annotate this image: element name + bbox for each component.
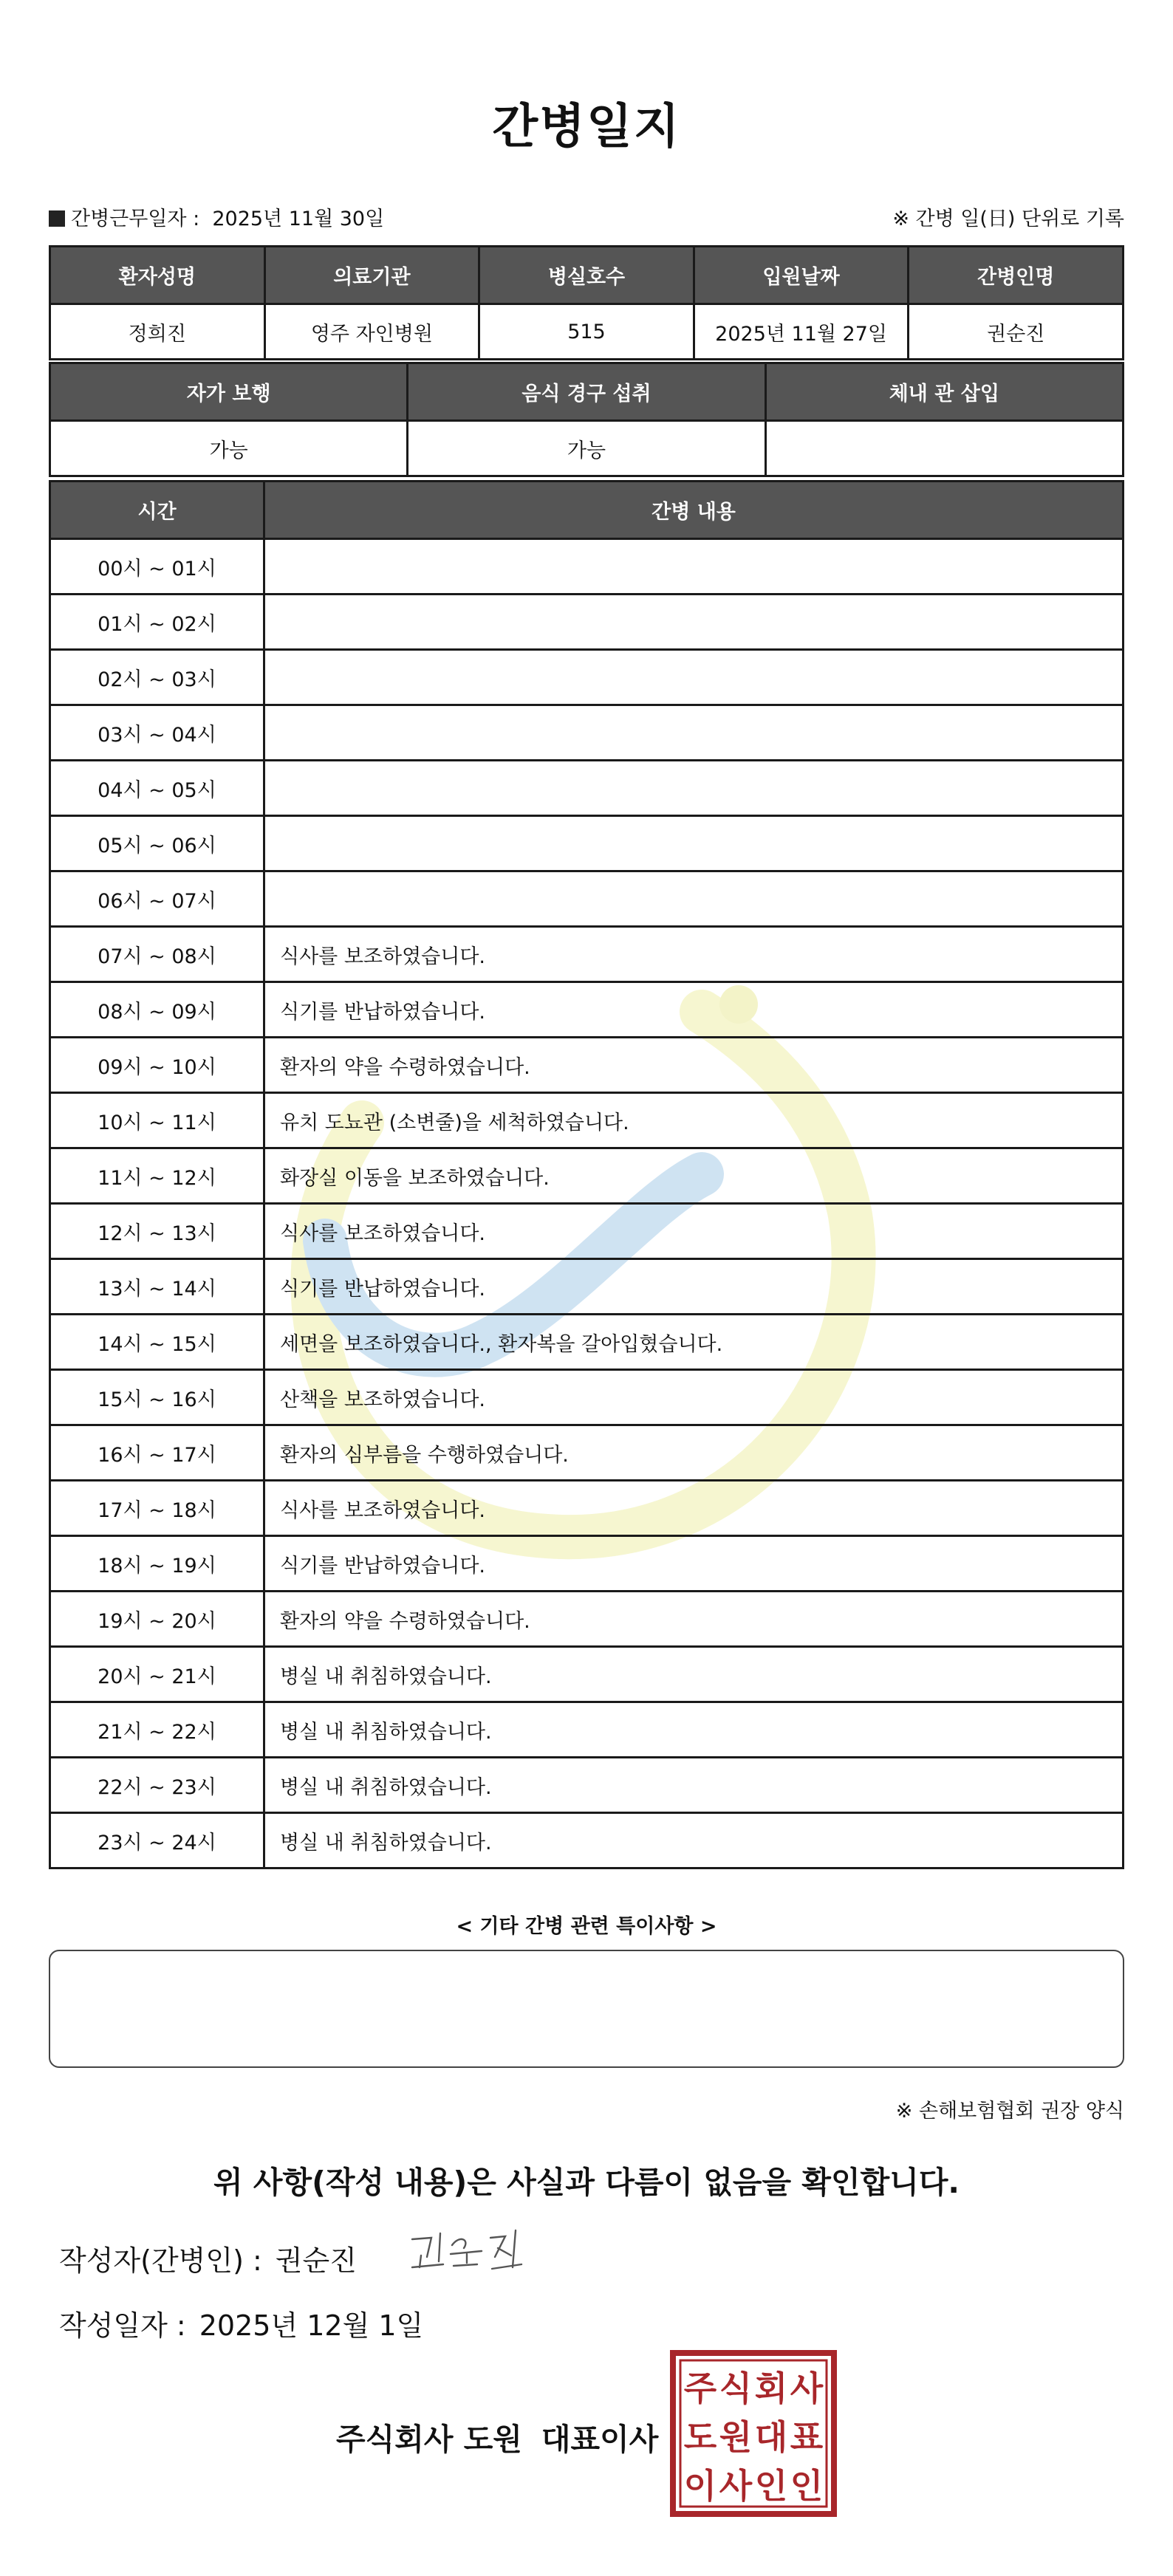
header-tube-insertion: 체내 관 삽입	[765, 363, 1123, 421]
page-title: 간병일지	[492, 100, 681, 154]
admission-date: 2025년 11월 27일	[694, 304, 909, 360]
log-content	[264, 871, 1124, 927]
log-content: 환자의 심부름을 수행하였습니다.	[264, 1425, 1124, 1481]
patient-info-table	[49, 245, 1124, 360]
seal-character: 인	[790, 2466, 824, 2506]
log-content: 식사를 보조하였습니다.	[264, 927, 1124, 982]
special-notes-box	[49, 1950, 1124, 2068]
ceo-title: 대표이사	[541, 2422, 659, 2457]
log-content: 병실 내 취침하였습니다.	[264, 1647, 1124, 1702]
log-content: 산책을 보조하였습니다.	[264, 1370, 1124, 1425]
log-time: 20시 ~ 21시	[50, 1647, 264, 1702]
log-content: 환자의 약을 수령하였습니다.	[264, 1038, 1124, 1093]
company-seal-stamp	[668, 2349, 838, 2518]
square-bullet-icon	[49, 210, 65, 227]
handwritten-signature	[405, 2223, 530, 2282]
log-time: 01시 ~ 02시	[50, 595, 264, 650]
log-time: 07시 ~ 08시	[50, 927, 264, 982]
log-content	[264, 816, 1124, 871]
writer-label: 작성자(간병인) :	[59, 2244, 262, 2277]
log-row	[50, 871, 1124, 927]
log-row	[50, 1204, 1124, 1259]
log-time: 19시 ~ 20시	[50, 1592, 264, 1647]
log-row	[50, 1702, 1124, 1758]
log-content: 유치 도뇨관 (소변줄)을 세척하였습니다.	[264, 1093, 1124, 1148]
header-self-walking: 자가 보행	[50, 363, 408, 421]
seal-character: 사	[719, 2466, 753, 2506]
log-row	[50, 1370, 1124, 1425]
log-row	[50, 1592, 1124, 1647]
status-header-row	[50, 363, 1124, 421]
header-hospital: 의료기관	[264, 247, 479, 304]
oral-intake-value: 가능	[408, 421, 765, 476]
log-time: 00시 ~ 01시	[50, 539, 264, 595]
log-time: 05시 ~ 06시	[50, 816, 264, 871]
special-notes-title: < 기타 간병 관련 특이사항 >	[456, 1915, 717, 1938]
log-time: 09시 ~ 10시	[50, 1038, 264, 1093]
log-time: 17시 ~ 18시	[50, 1481, 264, 1536]
log-content	[264, 705, 1124, 761]
log-content: 병실 내 취침하였습니다.	[264, 1702, 1124, 1758]
written-date-value: 2025년 12월 1일	[199, 2309, 424, 2342]
daily-record-note: ※ 간병 일(日) 단위로 기록	[892, 208, 1124, 230]
written-date-line	[59, 2303, 423, 2343]
log-time: 23시 ~ 24시	[50, 1813, 264, 1868]
seal-character: 도	[683, 2417, 717, 2457]
seal-character: 회	[754, 2368, 788, 2408]
log-content: 식기를 반납하였습니다.	[264, 982, 1124, 1038]
header-admission-date: 입원날짜	[694, 247, 909, 304]
header-care-content: 간병 내용	[264, 482, 1124, 539]
log-content	[264, 595, 1124, 650]
log-row	[50, 1536, 1124, 1592]
log-row	[50, 650, 1124, 705]
seal-character: 이	[683, 2466, 717, 2506]
log-row	[50, 1425, 1124, 1481]
seal-character: 식	[719, 2368, 753, 2408]
confirmation-statement: 위 사항(작성 내용)은 사실과 다름이 없음을 확인합니다.	[213, 2165, 960, 2200]
seal-character: 주	[683, 2368, 717, 2408]
log-time: 03시 ~ 04시	[50, 705, 264, 761]
seal-character: 인	[754, 2466, 788, 2506]
log-row	[50, 1038, 1124, 1093]
log-row	[50, 927, 1124, 982]
log-header-row	[50, 482, 1124, 539]
log-time: 12시 ~ 13시	[50, 1204, 264, 1259]
work-date-value: 2025년 11월 30일	[212, 208, 385, 230]
written-date-label: 작성일자 :	[59, 2309, 186, 2342]
header-patient-name: 환자성명	[50, 247, 265, 304]
work-date-label: 간병근무일자 :	[71, 208, 200, 230]
log-row	[50, 1093, 1124, 1148]
patient-info-header-row	[50, 247, 1124, 304]
log-content	[264, 650, 1124, 705]
company-line	[336, 2415, 658, 2459]
log-time: 15시 ~ 16시	[50, 1370, 264, 1425]
header-room: 병실호수	[479, 247, 694, 304]
patient-status-table	[49, 362, 1124, 477]
log-row	[50, 1259, 1124, 1315]
log-time: 18시 ~ 19시	[50, 1536, 264, 1592]
log-row	[50, 1647, 1124, 1702]
log-time: 11시 ~ 12시	[50, 1148, 264, 1204]
log-body	[50, 539, 1124, 1868]
log-content: 화장실 이동을 보조하였습니다.	[264, 1148, 1124, 1204]
log-content: 식사를 보조하였습니다.	[264, 1481, 1124, 1536]
header-oral-intake: 음식 경구 섭취	[408, 363, 765, 421]
writer-line	[59, 2238, 357, 2278]
log-content: 환자의 약을 수령하였습니다.	[264, 1592, 1124, 1647]
patient-name: 정희진	[50, 304, 265, 360]
log-time: 22시 ~ 23시	[50, 1758, 264, 1813]
seal-character: 사	[790, 2368, 824, 2408]
log-row	[50, 761, 1124, 816]
caregiver-name: 권순진	[909, 304, 1124, 360]
log-content: 식기를 반납하였습니다.	[264, 1259, 1124, 1315]
log-row	[50, 1758, 1124, 1813]
log-content: 병실 내 취침하였습니다.	[264, 1813, 1124, 1868]
hospital: 영주 자인병원	[264, 304, 479, 360]
log-time: 14시 ~ 15시	[50, 1315, 264, 1370]
log-content: 식사를 보조하였습니다.	[264, 1204, 1124, 1259]
log-time: 21시 ~ 22시	[50, 1702, 264, 1758]
tube-insertion-value	[765, 421, 1123, 476]
log-row	[50, 539, 1124, 595]
log-row	[50, 1148, 1124, 1204]
room-number: 515	[479, 304, 694, 360]
log-content: 식기를 반납하였습니다.	[264, 1536, 1124, 1592]
log-row	[50, 1481, 1124, 1536]
log-time: 13시 ~ 14시	[50, 1259, 264, 1315]
log-time: 10시 ~ 11시	[50, 1093, 264, 1148]
log-row	[50, 595, 1124, 650]
recommended-form-note: ※ 손해보험협회 권장 양식	[895, 2100, 1124, 2123]
log-content: 병실 내 취침하였습니다.	[264, 1758, 1124, 1813]
log-row	[50, 982, 1124, 1038]
log-row	[50, 1813, 1124, 1868]
status-value-row	[50, 421, 1124, 476]
seal-character: 원	[719, 2417, 753, 2457]
log-content	[264, 539, 1124, 595]
log-row	[50, 816, 1124, 871]
header-caregiver-name: 간병인명	[909, 247, 1124, 304]
log-time: 02시 ~ 03시	[50, 650, 264, 705]
company-name: 주식회사 도원	[336, 2422, 522, 2457]
patient-info-value-row	[50, 304, 1124, 360]
hourly-care-log-table	[49, 480, 1124, 1869]
log-row	[50, 1315, 1124, 1370]
log-time: 08시 ~ 09시	[50, 982, 264, 1038]
log-time: 06시 ~ 07시	[50, 871, 264, 927]
log-row	[50, 705, 1124, 761]
header-time: 시간	[50, 482, 264, 539]
self-walking-value: 가능	[50, 421, 408, 476]
writer-name: 권순진	[275, 2244, 357, 2277]
log-time: 16시 ~ 17시	[50, 1425, 264, 1481]
seal-character: 표	[790, 2417, 824, 2457]
log-content: 세면을 보조하였습니다., 환자복을 갈아입혔습니다.	[264, 1315, 1124, 1370]
seal-character: 대	[754, 2417, 788, 2457]
work-date	[49, 202, 384, 231]
log-time: 04시 ~ 05시	[50, 761, 264, 816]
log-content	[264, 761, 1124, 816]
